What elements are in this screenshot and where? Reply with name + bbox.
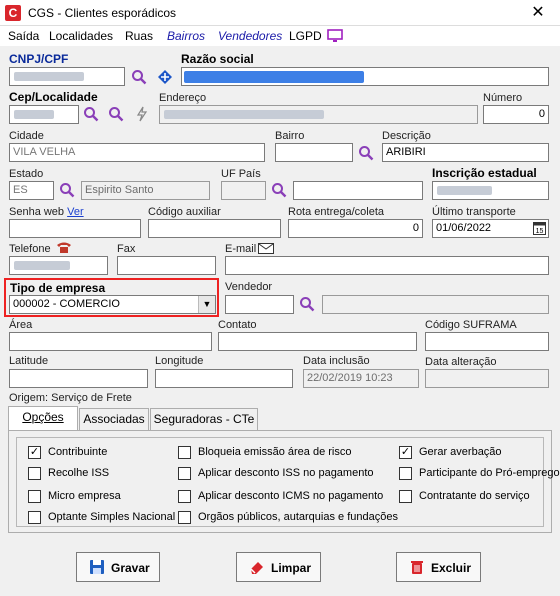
- menu-bairros[interactable]: Bairros: [167, 29, 206, 43]
- email-label: E-mail: [225, 243, 257, 255]
- eraser-icon: [249, 559, 265, 575]
- codigo-suframa-field[interactable]: [425, 332, 549, 351]
- checkbox-box[interactable]: ✓: [29, 446, 40, 458]
- window-title: CGS - Clientes esporádicos: [28, 6, 177, 20]
- checkbox-box[interactable]: [178, 511, 191, 524]
- search-icon[interactable]: [271, 182, 287, 198]
- chevron-down-icon[interactable]: ▼: [198, 296, 215, 313]
- uf-pais-field[interactable]: [221, 181, 266, 200]
- menu-bar: [0, 26, 560, 46]
- codigo-aux-field[interactable]: [148, 219, 281, 238]
- razao-label: Razão social: [181, 52, 254, 66]
- tab-opcoes[interactable]: Opções: [8, 406, 78, 430]
- area-label: Área: [9, 319, 33, 331]
- tab-associadas[interactable]: Associadas: [79, 408, 149, 430]
- codigo-aux-label: Código auxiliar: [148, 206, 221, 218]
- phone-icon: [56, 241, 72, 254]
- calendar-icon[interactable]: [533, 222, 546, 235]
- menu-ruas[interactable]: Ruas: [125, 29, 154, 43]
- telefone-field[interactable]: [9, 256, 108, 275]
- tipo-empresa-value: 000002 - COMERCIO: [13, 298, 120, 310]
- cnpj-label: CNPJ/CPF: [9, 52, 69, 66]
- rota-field[interactable]: 0: [288, 219, 423, 238]
- rota-label: Rota entrega/coleta: [288, 206, 385, 218]
- longitude-label: Longitude: [155, 355, 204, 367]
- data-alteracao-field: [425, 369, 549, 388]
- senha-web-field[interactable]: [9, 219, 141, 238]
- checkbox-box[interactable]: ✓: [400, 446, 411, 458]
- checkbox-box[interactable]: [399, 490, 412, 503]
- ultimo-transporte-label: Último transporte: [432, 206, 516, 218]
- senha-web-label: Senha web Ver: [9, 206, 84, 218]
- checkbox-box[interactable]: [178, 490, 191, 503]
- options-group: ✓ Contribuinte Recolhe ISS Micro empresa Optante Simples Nacional Bloqueia emissão área de risco Aplicar desconto ISS no pagamento Aplicar desconto ICMS no pagamento Orgãos públicos, autarquias e fundações ✓ Gerar averbação Participante do Pró-emprego Contratante do serviço: [16, 437, 544, 527]
- endereco-label: Endereço: [159, 92, 207, 104]
- vendedor-nome-field: [322, 295, 549, 314]
- email-field[interactable]: [225, 256, 549, 275]
- vendedor-label: Vendedor: [225, 281, 273, 293]
- cep-label: Cep/Localidade: [9, 90, 98, 104]
- vendedor-field[interactable]: [225, 295, 294, 314]
- monitor-icon[interactable]: [327, 28, 343, 44]
- close-button[interactable]: ✕: [531, 4, 545, 21]
- search-icon[interactable]: [59, 182, 75, 198]
- bairro-field[interactable]: [275, 143, 353, 162]
- cnpj-field[interactable]: [9, 67, 125, 86]
- cidade-field[interactable]: VILA VELHA: [9, 143, 265, 162]
- area-field[interactable]: [9, 332, 212, 351]
- envelope-icon: [258, 243, 274, 254]
- checkbox-box[interactable]: [399, 467, 412, 480]
- codigo-suframa-label: Código SUFRAMA: [425, 319, 517, 331]
- receita-lookup-icon[interactable]: [157, 69, 173, 85]
- data-inclusao-label: Data inclusão: [303, 355, 370, 367]
- latitude-label: Latitude: [9, 355, 49, 367]
- title-bar: [0, 0, 560, 26]
- delete-button[interactable]: Excluir: [396, 552, 481, 582]
- checkbox-box[interactable]: [178, 446, 191, 459]
- cep-field[interactable]: [9, 105, 79, 124]
- menu-lgpd[interactable]: LGPD: [289, 29, 322, 43]
- data-alteracao-label: Data alteração: [425, 356, 497, 368]
- descricao-label: Descrição: [382, 130, 431, 142]
- ultimo-transporte-value: 01/06/2022: [436, 222, 492, 234]
- inscricao-field[interactable]: [432, 181, 549, 200]
- search-icon[interactable]: [131, 69, 147, 85]
- contato-field[interactable]: [218, 332, 417, 351]
- floppy-disk-icon: [89, 559, 105, 575]
- checkbox-box[interactable]: [28, 490, 41, 503]
- tipo-empresa-select[interactable]: [9, 295, 216, 314]
- estado-label: Estado: [9, 168, 44, 180]
- numero-field[interactable]: 0: [483, 105, 549, 124]
- fax-label: Fax: [117, 243, 136, 255]
- tab-seguradoras[interactable]: Seguradoras - CTe: [150, 408, 258, 430]
- ultimo-transporte-field[interactable]: [432, 219, 549, 238]
- estado-field[interactable]: ES: [9, 181, 54, 200]
- longitude-field[interactable]: [155, 369, 293, 388]
- inscricao-label: Inscrição estadual: [432, 166, 537, 180]
- checkbox-box[interactable]: [178, 467, 191, 480]
- save-button[interactable]: Gravar: [76, 552, 160, 582]
- fax-field[interactable]: [117, 256, 216, 275]
- latitude-field[interactable]: [9, 369, 148, 388]
- menu-localidades[interactable]: Localidades: [49, 29, 114, 43]
- search-icon[interactable]: [83, 106, 99, 122]
- checkbox-box[interactable]: [28, 511, 41, 524]
- menu-vendedores[interactable]: Vendedores: [218, 29, 283, 43]
- lightning-icon[interactable]: [134, 106, 150, 122]
- search-icon[interactable]: [299, 296, 315, 312]
- descricao-field[interactable]: ARIBIRI: [382, 143, 549, 162]
- estado-nome-field: Espirito Santo: [81, 181, 210, 200]
- cidade-label: Cidade: [9, 130, 44, 142]
- endereco-field[interactable]: [159, 105, 478, 124]
- app-icon: C: [5, 5, 21, 21]
- clear-button[interactable]: Limpar: [236, 552, 321, 582]
- uf-pais-nome-field: [293, 181, 423, 200]
- checkbox-box[interactable]: [28, 467, 41, 480]
- telefone-label: Telefone: [9, 243, 51, 255]
- trash-icon: [409, 559, 425, 575]
- menu-saida[interactable]: Saída: [8, 29, 40, 43]
- data-inclusao-field: 22/02/2019 10:23: [303, 369, 419, 388]
- bairro-label: Bairro: [275, 130, 305, 142]
- search-icon[interactable]: [108, 106, 124, 122]
- razao-field[interactable]: [181, 67, 549, 86]
- uf-pais-label: UF País: [221, 168, 261, 180]
- svg-text:15: 15: [535, 228, 544, 235]
- ver-link[interactable]: Ver: [67, 206, 84, 218]
- tab-panel-opcoes: [8, 430, 560, 533]
- tipo-empresa-label: Tipo de empresa: [10, 281, 106, 295]
- search-icon[interactable]: [358, 145, 374, 161]
- numero-label: Número: [483, 92, 523, 104]
- origem-label: Origem: Serviço de Frete: [9, 392, 132, 404]
- contato-label: Contato: [218, 319, 257, 331]
